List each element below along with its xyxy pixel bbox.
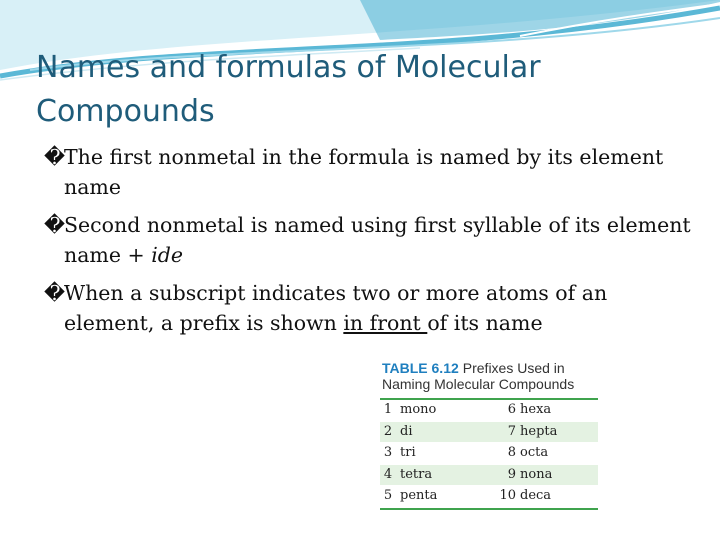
table-caption-line1: Prefixes Used in bbox=[462, 360, 565, 376]
row-prefix-2: deca bbox=[520, 488, 552, 503]
row-number: 1 bbox=[383, 402, 393, 417]
prefix-table bbox=[380, 358, 598, 510]
table-row bbox=[380, 465, 598, 487]
row-prefix-2: hepta bbox=[520, 423, 558, 439]
bullet-underlined-text: in front bbox=[343, 311, 428, 335]
slide-title: Names and formulas of Molecular Compounds bbox=[36, 50, 541, 129]
table-bottom-rule bbox=[380, 508, 598, 510]
row-number-2: 9 bbox=[507, 466, 516, 482]
table-caption bbox=[380, 358, 598, 398]
row-prefix: tri bbox=[400, 445, 416, 460]
table-number: TABLE 6.12 bbox=[382, 360, 459, 376]
row-prefix: penta bbox=[400, 488, 438, 503]
table-row bbox=[380, 443, 598, 465]
bullet-italic-text: ide bbox=[151, 243, 184, 267]
bullet-item bbox=[44, 278, 704, 338]
row-prefix-2: nona bbox=[520, 466, 553, 482]
bullet-text: When a subscript indicates two or more atoms of an element, a prefix is shown bbox=[64, 281, 608, 335]
bullet-text: Second nonmetal is named using first syllable of its element name + bbox=[64, 213, 691, 267]
row-prefix: tetra bbox=[400, 466, 433, 482]
bullet-glyph: � bbox=[44, 281, 66, 305]
row-number-2: 8 bbox=[507, 445, 516, 460]
row-number: 2 bbox=[383, 423, 393, 439]
table-caption-line2: Naming Molecular Compounds bbox=[382, 376, 575, 392]
row-prefix-2: hexa bbox=[520, 402, 552, 417]
row-number: 3 bbox=[383, 445, 393, 460]
row-number-2: 10 bbox=[499, 488, 516, 503]
bullet-glyph: � bbox=[44, 213, 66, 237]
row-number: 4 bbox=[383, 466, 393, 482]
row-prefix: di bbox=[400, 423, 413, 439]
row-number-2: 6 bbox=[507, 402, 516, 417]
bullet-list bbox=[44, 142, 704, 346]
bullet-text: The first nonmetal in the formula is named by its element name bbox=[64, 145, 664, 199]
bullet-item bbox=[44, 210, 704, 270]
row-prefix-2: octa bbox=[520, 445, 549, 460]
bullet-text-end: of its name bbox=[427, 311, 543, 335]
bullet-item bbox=[44, 142, 704, 202]
row-prefix: mono bbox=[400, 402, 437, 417]
row-number: 5 bbox=[383, 488, 393, 503]
row-number-2: 7 bbox=[507, 423, 516, 439]
table-row bbox=[380, 422, 598, 444]
table-row bbox=[380, 486, 598, 508]
bullet-glyph: � bbox=[44, 145, 66, 169]
table-row bbox=[380, 400, 598, 422]
